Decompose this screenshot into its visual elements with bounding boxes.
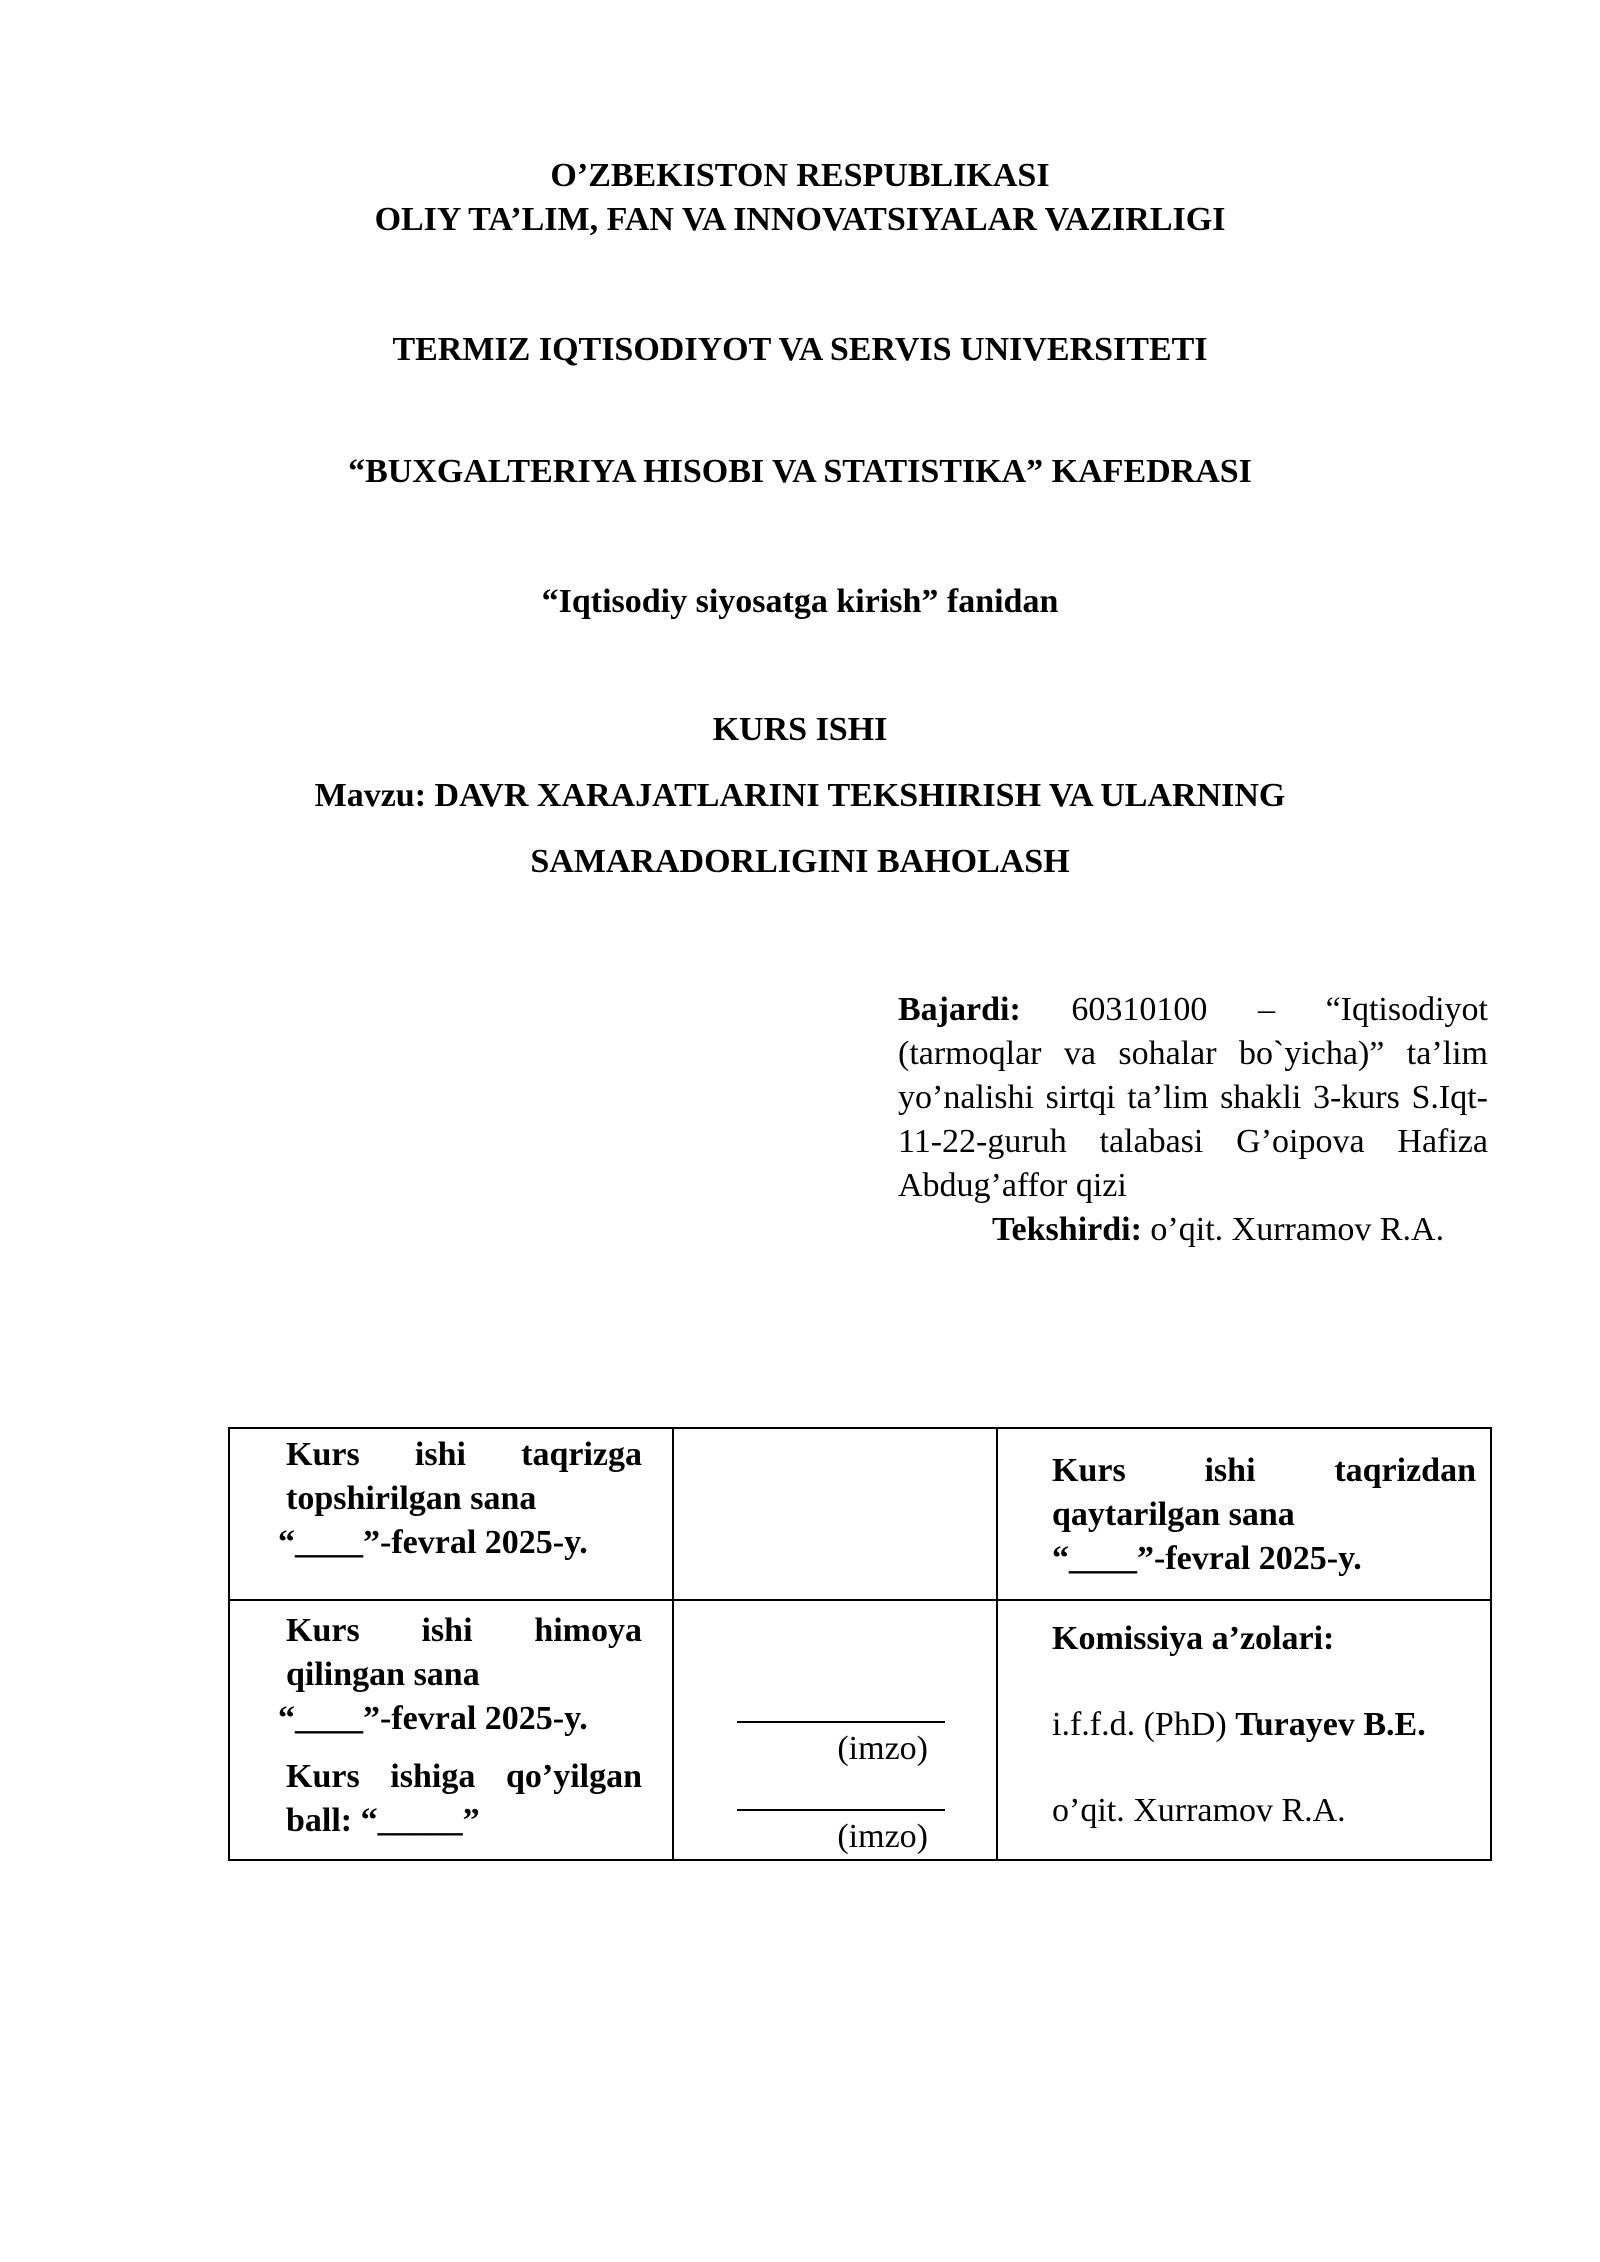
member-1: [1052, 1703, 1426, 1747]
member-1-prefix: i.f.f.d. (PhD): [1052, 1706, 1227, 1743]
department-title: “BUXGALTERIYA HISOBI VA STATISTIKA” KAFEDRASI: [348, 453, 1252, 490]
topic-line-2: SAMARADORLIGINI BAHOLASH: [530, 843, 1070, 880]
table-row: [229, 1428, 1491, 1600]
returned-line-2: qaytarilgan sana: [1052, 1496, 1295, 1533]
checker-label: Tekshirdi:: [992, 1211, 1142, 1248]
author-info: [898, 988, 1488, 1252]
member-2: o’qit. Xurramov R.A.: [1052, 1792, 1346, 1829]
author-paragraph: [898, 988, 1488, 1208]
commission-label: Komissiya a’zolari:: [1052, 1620, 1335, 1657]
work-type: KURS ISHI: [712, 711, 888, 748]
defended-line-2: qilingan sana: [286, 1656, 480, 1693]
author-text: 60310100 – “Iqtisodiyot (tarmoqlar va sohalar bo`yicha)” ta’lim yo’nalishi sirtqi ta’lim shakli 3-kurs S.Iqt-11-22-guruh talabasi G’oipova Hafiza Abdug’affor qizi: [898, 991, 1488, 1204]
submitted-date: “____”-fevral 2025-y.: [278, 1524, 588, 1561]
signature-line: [737, 1721, 945, 1723]
signature-caption-2: (imzo): [837, 1818, 928, 1855]
signature-line: [737, 1809, 945, 1811]
submitted-line-1: Kurs ishi taqrizga: [286, 1436, 642, 1473]
checker-paragraph: [898, 1208, 1488, 1252]
returned-date: “____”-fevral 2025-y.: [1052, 1540, 1362, 1577]
empty-cell: [673, 1428, 997, 1600]
author-label: Bajardi:: [898, 991, 1021, 1028]
defended-line-1: Kurs ishi himoya: [286, 1612, 642, 1649]
subject-title: “Iqtisodiy siyosatga kirish” fanidan: [541, 583, 1059, 620]
grading-table: [228, 1427, 1492, 1861]
return-cell: [997, 1428, 1491, 1600]
defended-date: “____”-fevral 2025-y.: [278, 1700, 588, 1737]
commission-cell: [997, 1600, 1491, 1860]
member-1-name: Turayev B.E.: [1235, 1706, 1426, 1743]
signature-caption-1: (imzo): [837, 1730, 928, 1767]
country-title: O’ZBEKISTON RESPUBLIKASI: [550, 157, 1050, 194]
checker-text: o’qit. Xurramov R.A.: [1150, 1211, 1445, 1248]
topic-line-1: Mavzu: DAVR XARAJATLARINI TEKSHIRISH VA ULARNING: [314, 777, 1286, 814]
table-row: [229, 1600, 1491, 1860]
score-line-2: ball: “_____”: [286, 1802, 480, 1839]
returned-line-1: Kurs ishi taqrizdan: [1052, 1452, 1476, 1489]
submitted-line-2: topshirilgan sana: [286, 1480, 537, 1517]
defense-cell: [229, 1600, 673, 1860]
submission-cell: [229, 1428, 673, 1600]
ministry-title: OLIY TA’LIM, FAN VA INNOVATSIYALAR VAZIRLIGI: [374, 201, 1226, 238]
university-title: TERMIZ IQTISODIYOT VA SERVIS UNIVERSITETI: [392, 331, 1208, 368]
score-line-1: Kurs ishiga qo’yilgan: [286, 1758, 642, 1795]
signature-cell: [673, 1600, 997, 1860]
